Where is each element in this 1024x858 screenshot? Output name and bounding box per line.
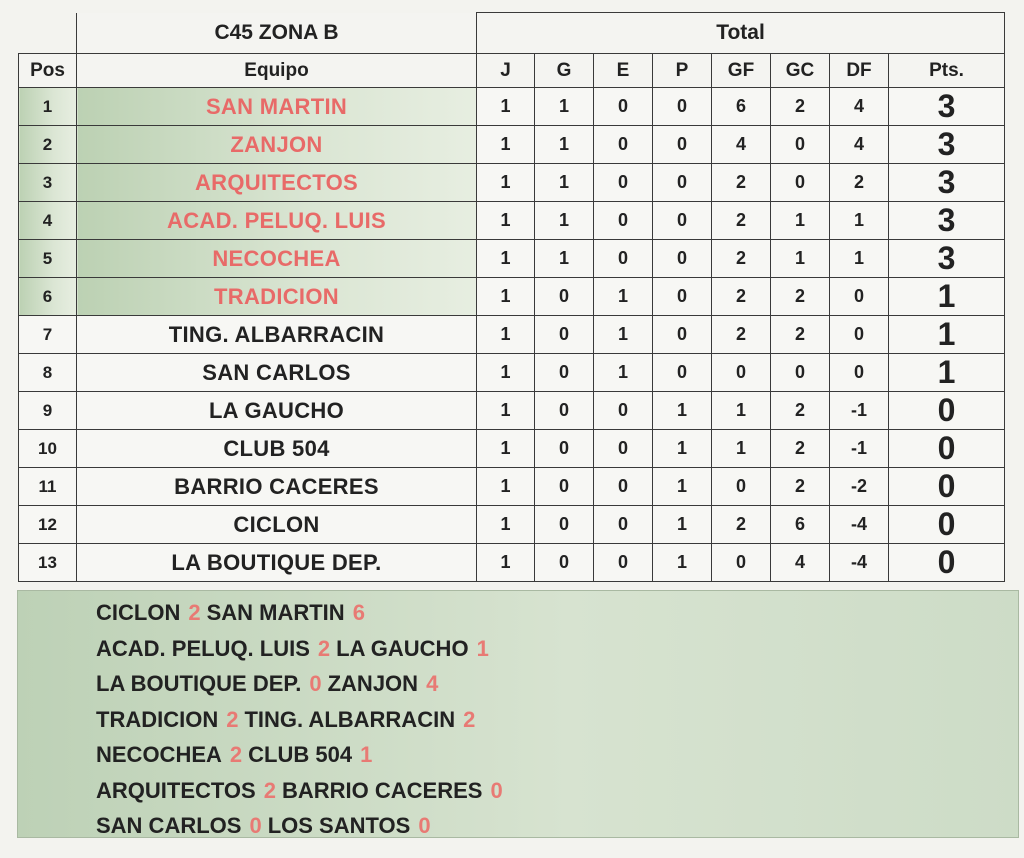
away-team: SAN MARTIN (206, 600, 345, 625)
home-team: ARQUITECTOS (96, 777, 256, 803)
team-cell: LA BOUTIQUE DEP. (77, 544, 477, 582)
away-team: LOS SANTOS (267, 813, 411, 838)
gc-cell: 1 (771, 240, 830, 278)
col-gf: GF (712, 54, 771, 88)
e-cell: 0 (594, 88, 653, 126)
g-cell: 0 (535, 430, 594, 468)
gf-cell: 1 (712, 430, 771, 468)
pts-cell: 1 (889, 278, 1005, 316)
table-row (19, 506, 1005, 544)
home-score: 2 (226, 706, 239, 732)
pts-cell: 3 (889, 240, 1005, 278)
pts-cell: 0 (889, 468, 1005, 506)
home-team: CICLON (96, 600, 181, 625)
home-score: 0 (249, 813, 262, 838)
pts-cell: 0 (889, 544, 1005, 582)
df-cell: 0 (830, 278, 889, 316)
j-cell: 1 (477, 240, 535, 278)
team-cell: ZANJON (77, 126, 477, 164)
e-cell: 0 (594, 240, 653, 278)
df-cell: -1 (830, 430, 889, 468)
pts-cell: 1 (889, 354, 1005, 392)
gc-cell: 2 (771, 316, 830, 354)
g-cell: 1 (535, 88, 594, 126)
table-row (19, 468, 1005, 506)
gf-cell: 4 (712, 126, 771, 164)
gc-cell: 2 (771, 88, 830, 126)
gf-cell: 6 (712, 88, 771, 126)
away-score: 6 (352, 600, 365, 625)
pts-cell: 3 (889, 202, 1005, 240)
home-team: TRADICION (96, 706, 219, 732)
team-cell: CICLON (77, 506, 477, 544)
col-df: DF (830, 54, 889, 88)
table-row (19, 202, 1005, 240)
away-team: CLUB 504 (248, 742, 353, 767)
df-cell: -4 (830, 544, 889, 582)
home-team: ACAD. PELUQ. LUIS (96, 635, 310, 661)
results-panel (17, 590, 1019, 838)
pos-cell: 11 (19, 468, 77, 506)
away-team: ZANJON (327, 671, 419, 696)
table-row (19, 354, 1005, 392)
pos-cell: 13 (19, 544, 77, 582)
gc-cell: 0 (771, 354, 830, 392)
df-cell: -4 (830, 506, 889, 544)
zone-title: C45 ZONA B (77, 13, 477, 54)
e-cell: 0 (594, 506, 653, 544)
pos-cell: 12 (19, 506, 77, 544)
df-cell: -2 (830, 468, 889, 506)
df-cell: 2 (830, 164, 889, 202)
col-j: J (477, 54, 535, 88)
df-cell: -1 (830, 392, 889, 430)
gf-cell: 2 (712, 506, 771, 544)
table-row (19, 164, 1005, 202)
pts-cell: 0 (889, 392, 1005, 430)
gc-cell: 0 (771, 164, 830, 202)
g-cell: 1 (535, 164, 594, 202)
p-cell: 1 (653, 430, 712, 468)
home-score: 2 (229, 742, 243, 767)
g-cell: 0 (535, 392, 594, 430)
gc-cell: 6 (771, 506, 830, 544)
j-cell: 1 (477, 544, 535, 582)
gc-cell: 2 (771, 468, 830, 506)
j-cell: 1 (477, 126, 535, 164)
gc-cell: 2 (771, 278, 830, 316)
e-cell: 0 (594, 392, 653, 430)
gf-cell: 2 (712, 240, 771, 278)
home-team: LA BOUTIQUE DEP. (96, 671, 302, 696)
p-cell: 0 (653, 316, 712, 354)
home-team: SAN CARLOS (96, 813, 242, 838)
result-line (18, 631, 1018, 667)
home-score: 2 (263, 777, 276, 803)
e-cell: 1 (594, 278, 653, 316)
e-cell: 1 (594, 354, 653, 392)
p-cell: 0 (653, 240, 712, 278)
team-cell: TRADICION (77, 278, 477, 316)
j-cell: 1 (477, 392, 535, 430)
df-cell: 1 (830, 240, 889, 278)
team-cell: ACAD. PELUQ. LUIS (77, 202, 477, 240)
home-score: 0 (309, 671, 322, 696)
team-cell: CLUB 504 (77, 430, 477, 468)
j-cell: 1 (477, 278, 535, 316)
g-cell: 0 (535, 506, 594, 544)
p-cell: 0 (653, 278, 712, 316)
g-cell: 0 (535, 544, 594, 582)
p-cell: 0 (653, 126, 712, 164)
e-cell: 0 (594, 126, 653, 164)
table-row (19, 544, 1005, 582)
table-row (19, 392, 1005, 430)
pos-cell: 4 (19, 202, 77, 240)
p-cell: 0 (653, 202, 712, 240)
gc-cell: 4 (771, 544, 830, 582)
col-team: Equipo (77, 54, 477, 88)
pos-cell: 8 (19, 354, 77, 392)
gf-cell: 0 (712, 468, 771, 506)
pos-cell: 2 (19, 126, 77, 164)
standings-body (19, 88, 1005, 582)
away-team: BARRIO CACERES (281, 777, 483, 803)
title-spacer (19, 13, 77, 54)
col-p: P (653, 54, 712, 88)
away-team: LA GAUCHO (336, 635, 469, 661)
away-score: 1 (360, 742, 373, 767)
table-row (19, 430, 1005, 468)
g-cell: 0 (535, 316, 594, 354)
g-cell: 0 (535, 354, 594, 392)
col-pos: Pos (19, 54, 77, 88)
df-cell: 1 (830, 202, 889, 240)
gf-cell: 1 (712, 392, 771, 430)
df-cell: 0 (830, 316, 889, 354)
team-cell: LA GAUCHO (77, 392, 477, 430)
df-cell: 0 (830, 354, 889, 392)
home-team: NECOCHEA (96, 742, 222, 767)
j-cell: 1 (477, 430, 535, 468)
col-pts: Pts. (889, 54, 1005, 88)
j-cell: 1 (477, 202, 535, 240)
away-team: TING. ALBARRACIN (244, 706, 456, 732)
team-cell: TING. ALBARRACIN (77, 316, 477, 354)
gc-cell: 2 (771, 430, 830, 468)
j-cell: 1 (477, 88, 535, 126)
pos-cell: 10 (19, 430, 77, 468)
table-row (19, 240, 1005, 278)
away-score: 2 (463, 706, 476, 732)
away-score: 4 (426, 671, 439, 696)
col-gc: GC (771, 54, 830, 88)
e-cell: 0 (594, 544, 653, 582)
result-line (18, 737, 1018, 773)
g-cell: 0 (535, 278, 594, 316)
gf-cell: 2 (712, 316, 771, 354)
g-cell: 1 (535, 202, 594, 240)
p-cell: 0 (653, 164, 712, 202)
pos-cell: 7 (19, 316, 77, 354)
gf-cell: 0 (712, 544, 771, 582)
table-row (19, 278, 1005, 316)
table-row (19, 316, 1005, 354)
table-row (19, 88, 1005, 126)
e-cell: 0 (594, 164, 653, 202)
total-header: Total (477, 13, 1005, 54)
gf-cell: 2 (712, 202, 771, 240)
gc-cell: 1 (771, 202, 830, 240)
gf-cell: 2 (712, 278, 771, 316)
pts-cell: 0 (889, 430, 1005, 468)
result-line (18, 666, 1018, 702)
team-cell: NECOCHEA (77, 240, 477, 278)
p-cell: 1 (653, 544, 712, 582)
pts-cell: 3 (889, 164, 1005, 202)
pos-cell: 3 (19, 164, 77, 202)
team-cell: ARQUITECTOS (77, 164, 477, 202)
e-cell: 0 (594, 202, 653, 240)
j-cell: 1 (477, 164, 535, 202)
gc-cell: 0 (771, 126, 830, 164)
g-cell: 0 (535, 468, 594, 506)
j-cell: 1 (477, 506, 535, 544)
j-cell: 1 (477, 468, 535, 506)
away-score: 0 (490, 777, 503, 803)
home-score: 2 (317, 635, 331, 661)
col-e: E (594, 54, 653, 88)
team-cell: SAN CARLOS (77, 354, 477, 392)
gf-cell: 2 (712, 164, 771, 202)
e-cell: 0 (594, 430, 653, 468)
pos-cell: 1 (19, 88, 77, 126)
p-cell: 0 (653, 88, 712, 126)
pos-cell: 9 (19, 392, 77, 430)
pts-cell: 1 (889, 316, 1005, 354)
pts-cell: 3 (889, 126, 1005, 164)
p-cell: 1 (653, 392, 712, 430)
df-cell: 4 (830, 126, 889, 164)
g-cell: 1 (535, 126, 594, 164)
result-line (18, 702, 1018, 738)
pos-cell: 6 (19, 278, 77, 316)
j-cell: 1 (477, 316, 535, 354)
result-line (18, 808, 1018, 844)
pos-cell: 5 (19, 240, 77, 278)
e-cell: 0 (594, 468, 653, 506)
away-score: 1 (476, 635, 489, 661)
p-cell: 1 (653, 506, 712, 544)
e-cell: 1 (594, 316, 653, 354)
j-cell: 1 (477, 354, 535, 392)
result-line (18, 773, 1018, 809)
g-cell: 1 (535, 240, 594, 278)
team-cell: SAN MARTIN (77, 88, 477, 126)
pts-cell: 3 (889, 88, 1005, 126)
away-score: 0 (418, 813, 431, 838)
gf-cell: 0 (712, 354, 771, 392)
col-g: G (535, 54, 594, 88)
pts-cell: 0 (889, 506, 1005, 544)
p-cell: 0 (653, 354, 712, 392)
team-cell: BARRIO CACERES (77, 468, 477, 506)
result-line (18, 595, 1018, 631)
table-row (19, 126, 1005, 164)
df-cell: 4 (830, 88, 889, 126)
standings-table (18, 12, 1005, 582)
gc-cell: 2 (771, 392, 830, 430)
p-cell: 1 (653, 468, 712, 506)
home-score: 2 (188, 600, 201, 625)
